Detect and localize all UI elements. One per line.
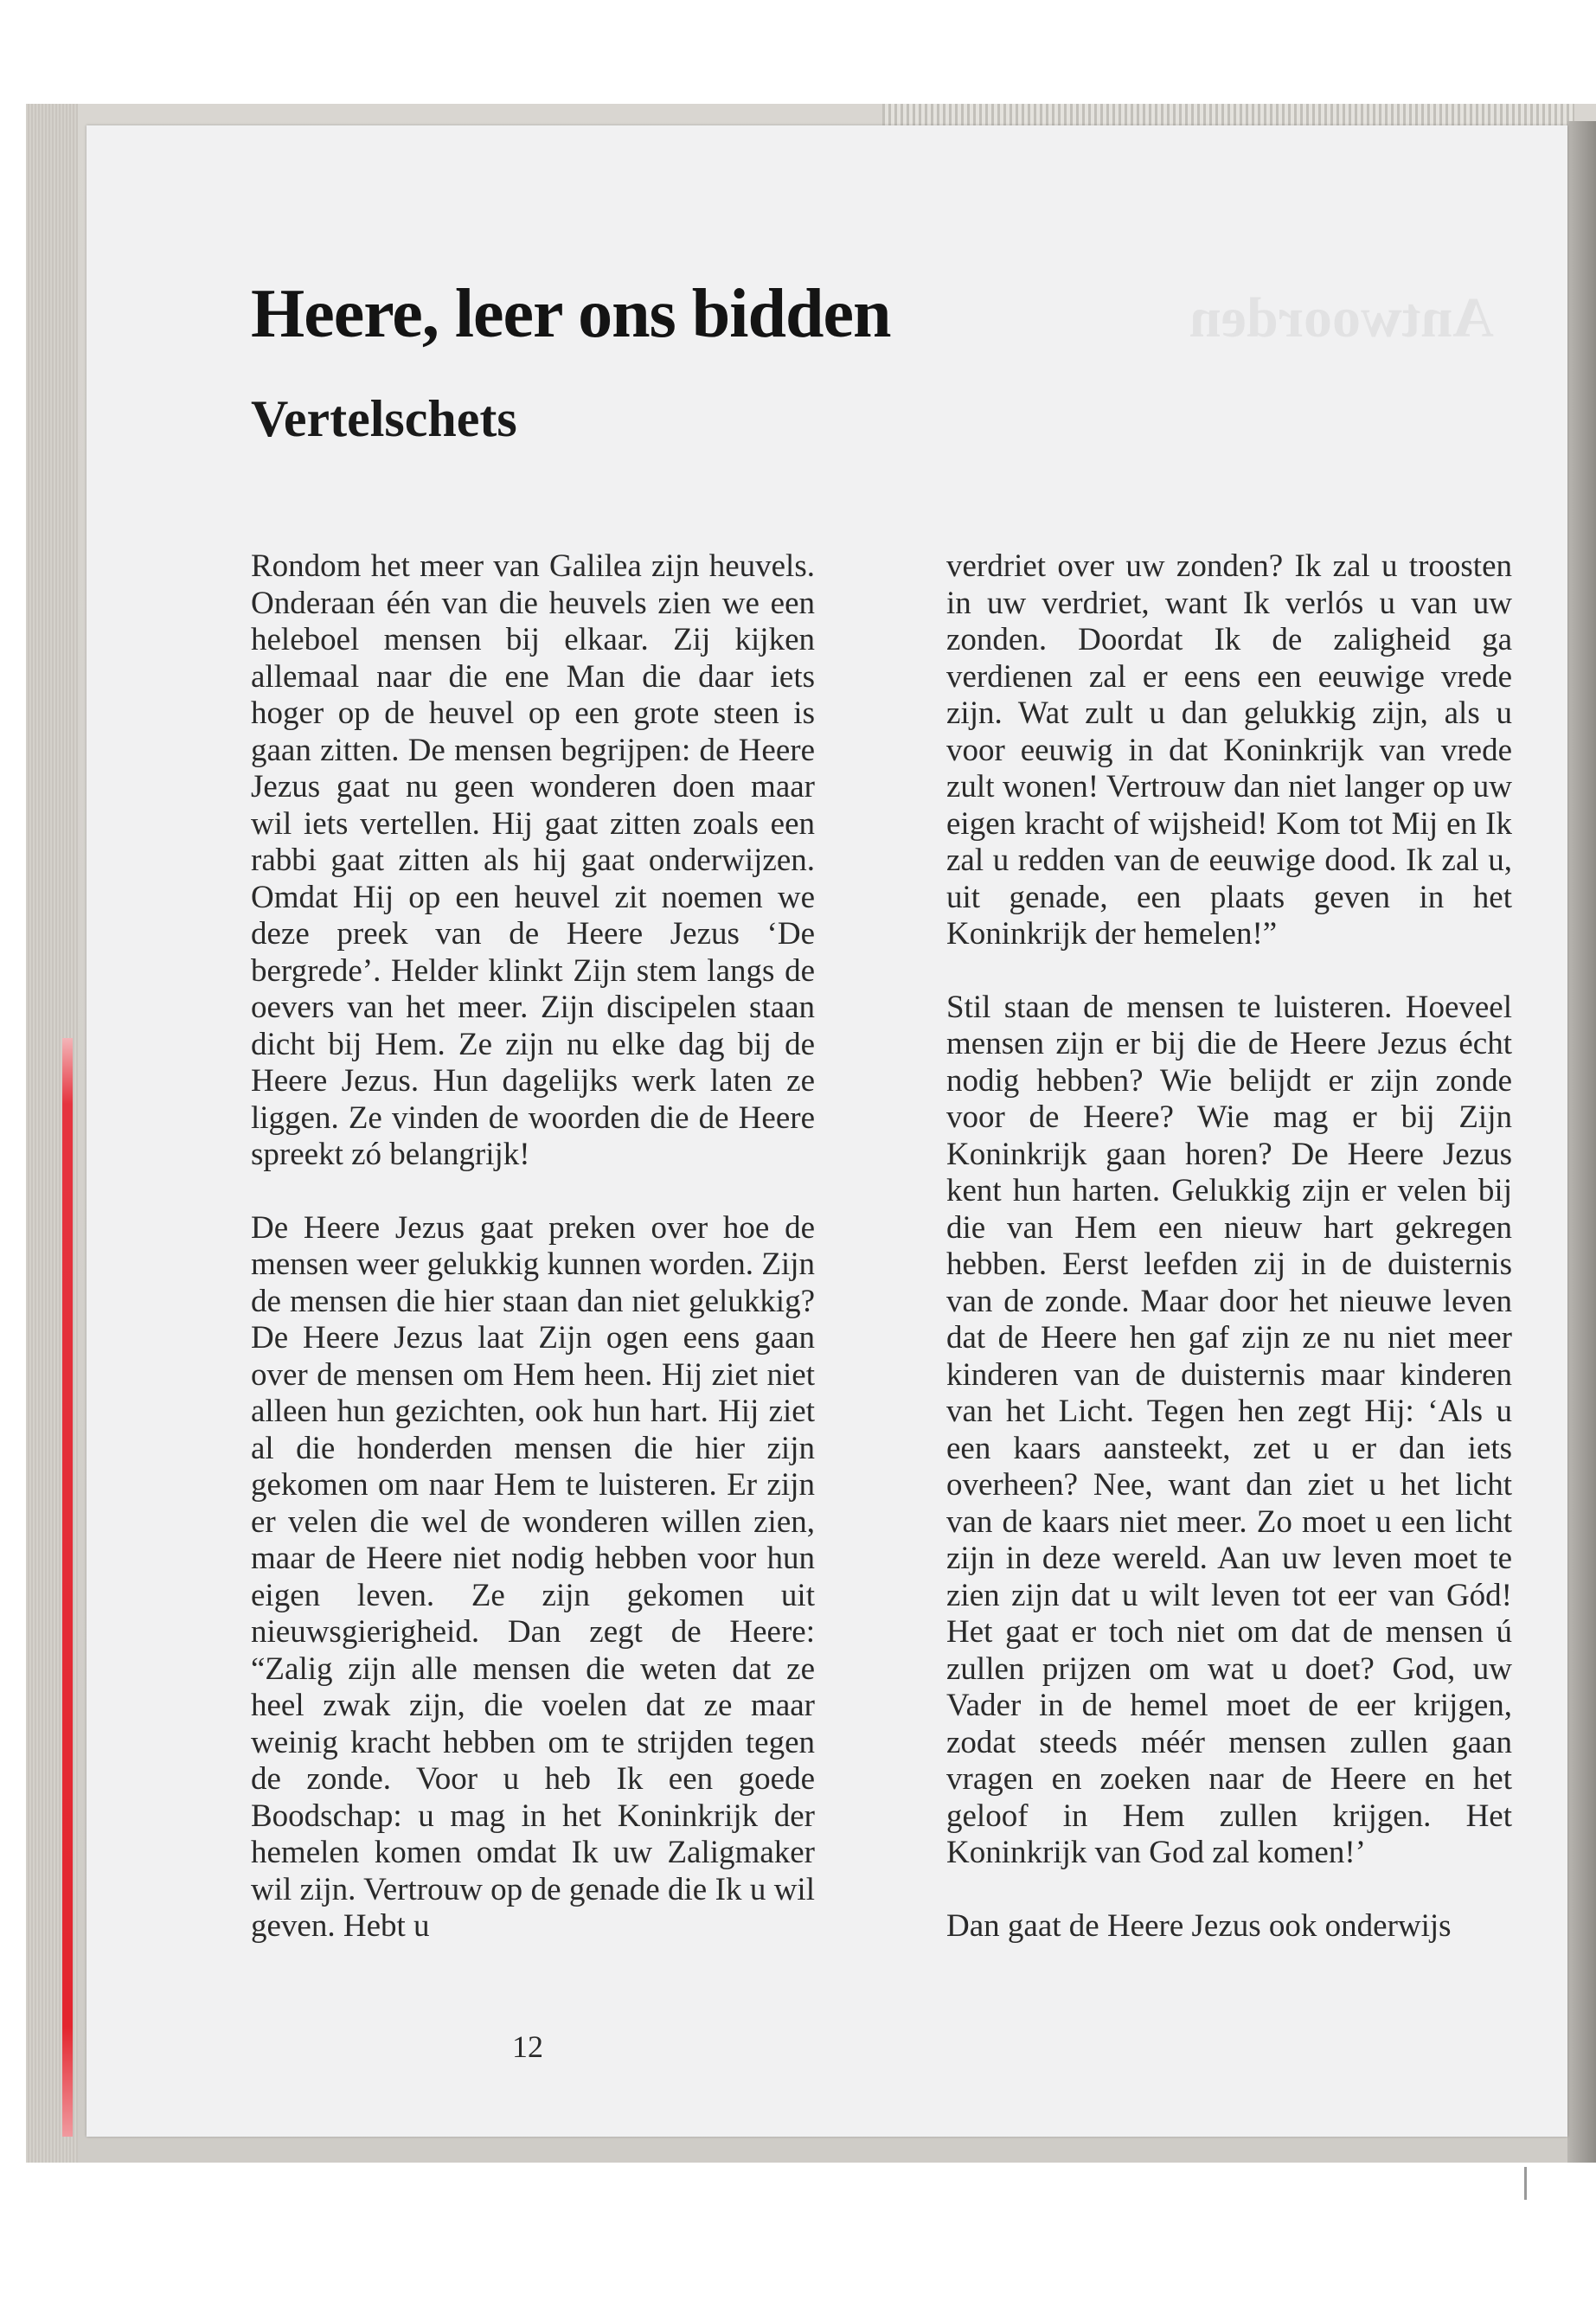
page-right-shadow xyxy=(1567,121,1596,2163)
paragraph: Rondom het meer van Galilea zijn heuvels. Onderaan één van die heuvels zien we een heleboel mensen bij elkaar. Zij kijken allemaal naar die ene Man die daar iets hoger op de heuvel op een grote steen is gaan zitten. De mensen begrijpen: de Heere Jezus gaat nu geen wonderen doen maar wil iets vertellen. Hij gaat zitten zoals een rabbi gaat zitten als hij gaat onderwijzen. Omdat Hij op een heuvel zit noemen we deze preek van de Heere Jezus ‘De bergrede’. Helder klinkt Zijn stem langs de oevers van het meer. Zijn discipelen staan dicht bij Hem. Ze zijn nu elke dag bij de Heere Jezus. Hun dagelijks werk laten ze liggen. Ze vinden de woorden die de Heere spreekt zó belangrijk! xyxy=(251,548,815,1172)
red-spine-stripe xyxy=(62,1038,73,2137)
page-subtitle: Vertelschets xyxy=(251,390,517,447)
left-column xyxy=(251,548,815,1945)
paragraph: verdriet over uw zonden? Ik zal u troosten in uw verdriet, want Ik verlós u van uw zonden. Doordat Ik de zaligheid ga verdienen zal er eens een eeuwige vrede zijn. Wat zult u dan gelukkig zijn, als u voor eeuwig in dat Koninkrijk van vrede zult wonen! Vertrouw dan niet langer op uw eigen kracht of wijsheid! Kom tot Mij en Ik zal u redden van de eeuwige dood. Ik zal u, uit genade, een plaats geven in het Koninkrijk der hemelen!” xyxy=(946,548,1512,952)
bleed-through-text: Antwoorden xyxy=(1189,286,1495,349)
page-number: 12 xyxy=(512,2029,543,2064)
paragraph: De Heere Jezus gaat preken over hoe de mensen weer gelukkig kunnen worden. Zijn de mensen die hier staan dan niet gelukkig? De Heere Jezus laat Zijn ogen eens gaan over de mensen om Hem heen. Hij ziet niet alleen hun gezichten, ook hun hart. Hij ziet al die honderden mensen die hier zijn gekomen om naar Hem te luisteren. Er zijn er velen die wel de wonderen willen zien, maar de Heere niet nodig hebben voor hun eigen leven. Ze zijn gekomen uit nieuwsgierigheid. Dan zegt de Heere: “Zalig zijn alle mensen die weten dat ze heel zwak zijn, die voelen dat ze maar weinig kracht hebben om te strijden tegen de zonde. Voor u heb Ik een goede Boodschap: u mag in het Koninkrijk der hemelen komen omdat Ik uw Zaligmaker wil zijn. Vertrouw op de genade die Ik u wil geven. Hebt u xyxy=(251,1209,815,1944)
right-column xyxy=(946,548,1512,1945)
page-title: Heere, leer ons bidden xyxy=(251,276,891,352)
paragraph: Dan gaat de Heere Jezus ook onderwijs xyxy=(946,1907,1452,1944)
scan-mark xyxy=(1524,2167,1527,2200)
paragraph: Stil staan de mensen te luisteren. Hoeveel mensen zijn er bij die de Heere Jezus écht nodig hebben? Wie belijdt er zijn zonde voor de Heere? Wie mag er bij Zijn Koninkrijk gaan horen? De Heere Jezus kent hun harten. Gelukkig zijn er velen bij die van Hem een nieuw hart gekregen hebben. Eerst leefden zij in de duisternis van de zonde. Maar door het nieuwe leven dat de Heere hen gaf zijn ze nu niet meer kinderen van de duisternis maar kinderen van het Licht. Tegen hen zegt Hij: ‘Als u een kaars aansteekt, zet u er dan iets overheen? Nee, want dan ziet u het licht van de kaars niet meer. Zo moet u een licht zijn in deze wereld. Aan uw leven moet te zien zijn dat u wilt leven tot eer van Gód! Het gaat er toch niet om dat de mensen ú zullen prijzen om wat u doet? God, uw Vader in de hemel moet de eer krijgen, zodat steeds méér mensen zullen gaan vragen en zoeken naar de Heere en het geloof in Hem zullen krijgen. Het Koninkrijk van God zal komen!’ xyxy=(946,989,1512,1870)
